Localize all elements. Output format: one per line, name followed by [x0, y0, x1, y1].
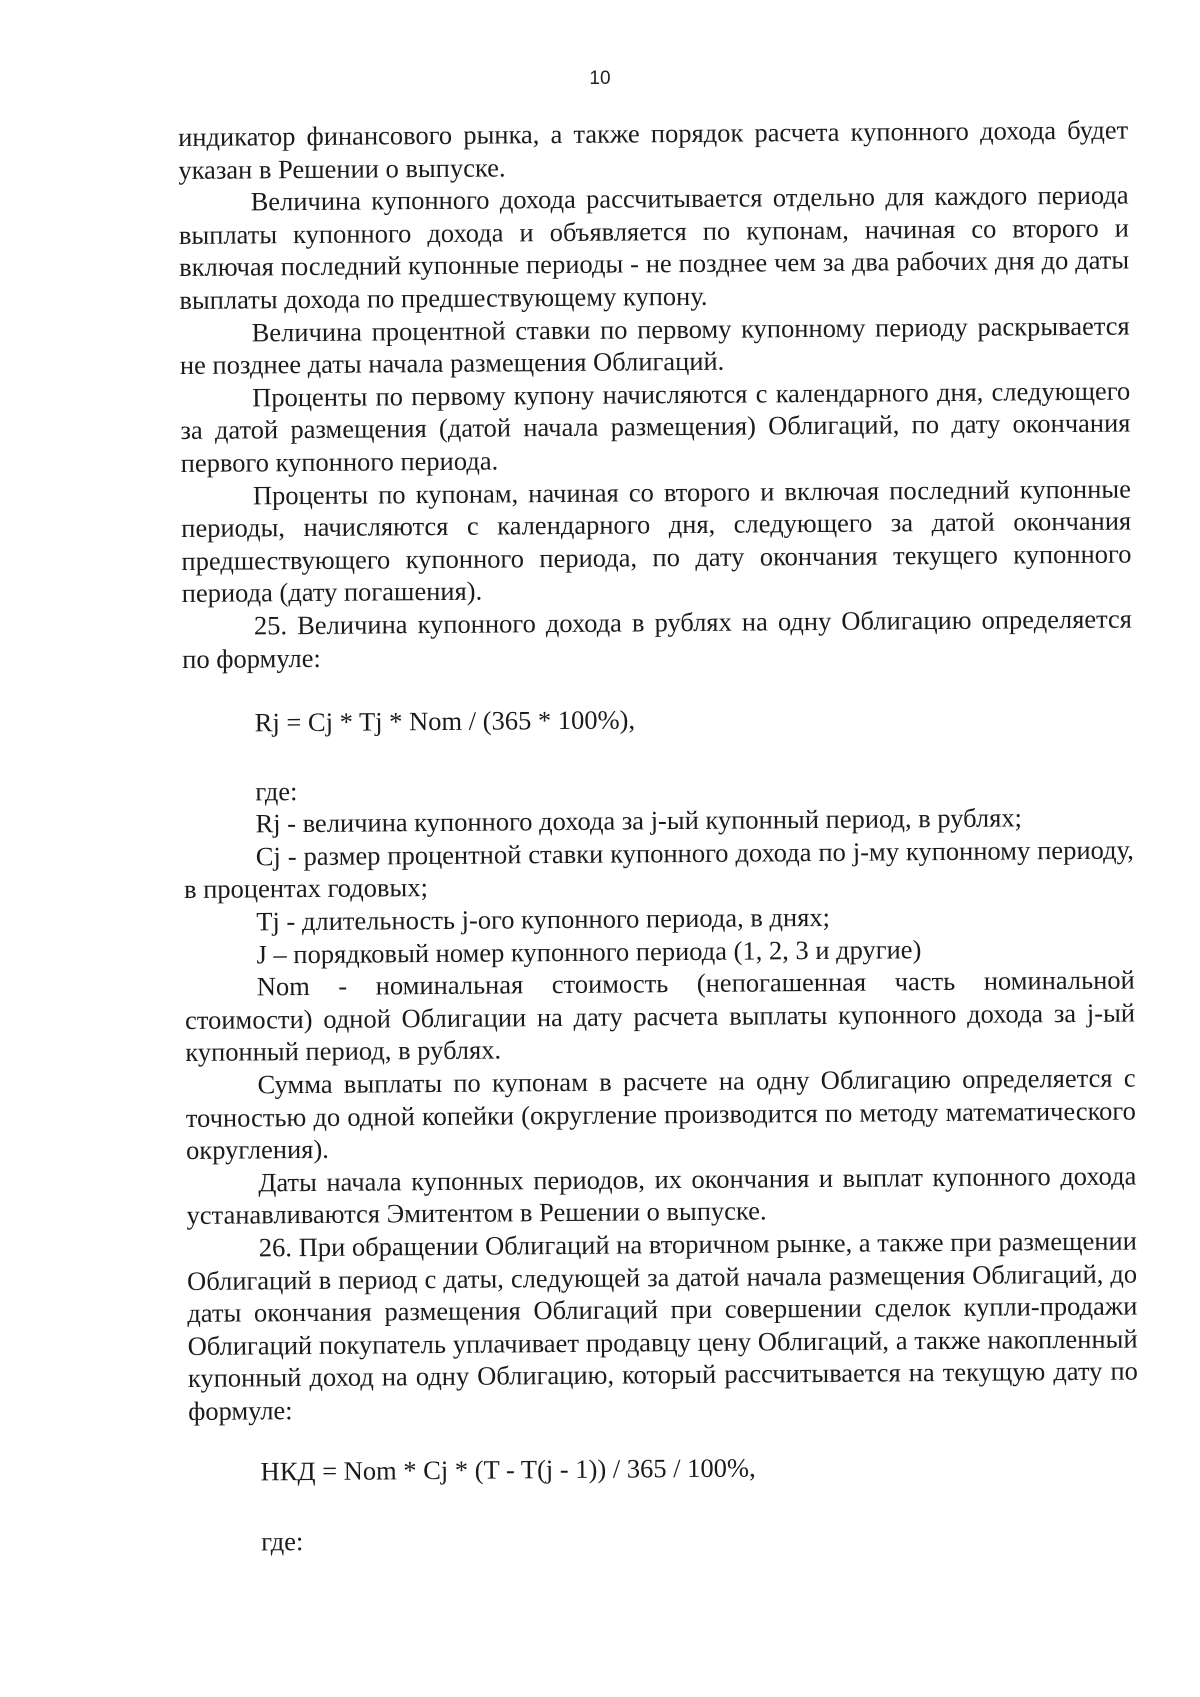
paragraph: Даты начала купонных периодов, их окончания и выплат купонного дохода устанавливаются Эмитентом в Решении о выпуске.	[186, 1160, 1137, 1231]
paragraph-clause-25: 25. Величина купонного дохода в рублях на одну Облигацию определяется по формуле:	[182, 603, 1133, 674]
page-number: 10	[589, 68, 611, 89]
definition-rj: Rj - величина купонного дохода за j-ый купонный период, в рублях;	[255, 802, 1023, 839]
definition-nom: Nom - номинальная стоимость (непогашенная часть номинальной стоимости) одной Облигации на дату расчета выплаты купонного дохода за j-ый купонный период, в рублях.	[184, 964, 1136, 1068]
formula-coupon-income: Rj = Cj * Tj * Nom / (365 * 100%),	[254, 704, 636, 738]
paragraph: Сумма выплаты по купонам в расчете на одну Облигацию определяется с точностью до одной копейки (округление производится по методу математического округления).	[185, 1062, 1136, 1166]
definition-j: J – порядковый номер купонного периода (1, 2, 3 и другие)	[256, 933, 922, 970]
paragraph: Проценты по первому купону начисляются с календарного дня, следующего за датой размещения (датой начала размещения) Облигаций, по дату окончания первого купонного периода.	[180, 375, 1131, 478]
paragraph: Величина процентной ставки по первому купонному периоду раскрывается не позднее даты начала размещения Облигаций.	[179, 310, 1130, 381]
definition-tj: Tj - длительность j-ого купонного периода, в днях;	[256, 901, 831, 937]
document-body	[178, 114, 1139, 1559]
paragraph-clause-26: 26. При обращении Облигаций на вторичном рынке, а также при размещении Облигаций в период с даты, следующей за датой начала размещения Облигаций, до даты окончания размещения Облигаций при совершении сделок купли-продажи Облигаций покупатель уплачивает продавцу цену Облигаций, а также накопленный купонный доход на одну Облигацию, который рассчитывается на текущую дату по формуле:	[186, 1225, 1138, 1426]
formula-accrued-income: НКД = Nom * Cj * (T - T(j - 1)) / 365 / 100%,	[260, 1452, 756, 1486]
where-label: где:	[261, 1526, 304, 1557]
where-label: где:	[255, 775, 298, 807]
paragraph: Величина купонного дохода рассчитывается отдельно для каждого периода выплаты купонного дохода и объявляется по купонам, начиная со второго и включая последний купонные периоды - не позднее чем за два рабочих дня до даты выплаты дохода по предшествующему купону.	[178, 179, 1130, 315]
paragraph: индикатор финансового рынка, а также порядок расчета купонного дохода будет указан в Решении о выпуске.	[178, 114, 1129, 185]
definition-cj: Cj - размер процентной ставки купонного дохода по j-му купонному периоду, в процентах годовых;	[183, 834, 1134, 905]
paragraph: Проценты по купонам, начиная со второго и включая последний купонные периоды, начисляются с календарного дня, следующего за датой окончания предшествующего купонного периода, по дату окончания текущего купонного периода (дату погашения).	[181, 473, 1132, 609]
